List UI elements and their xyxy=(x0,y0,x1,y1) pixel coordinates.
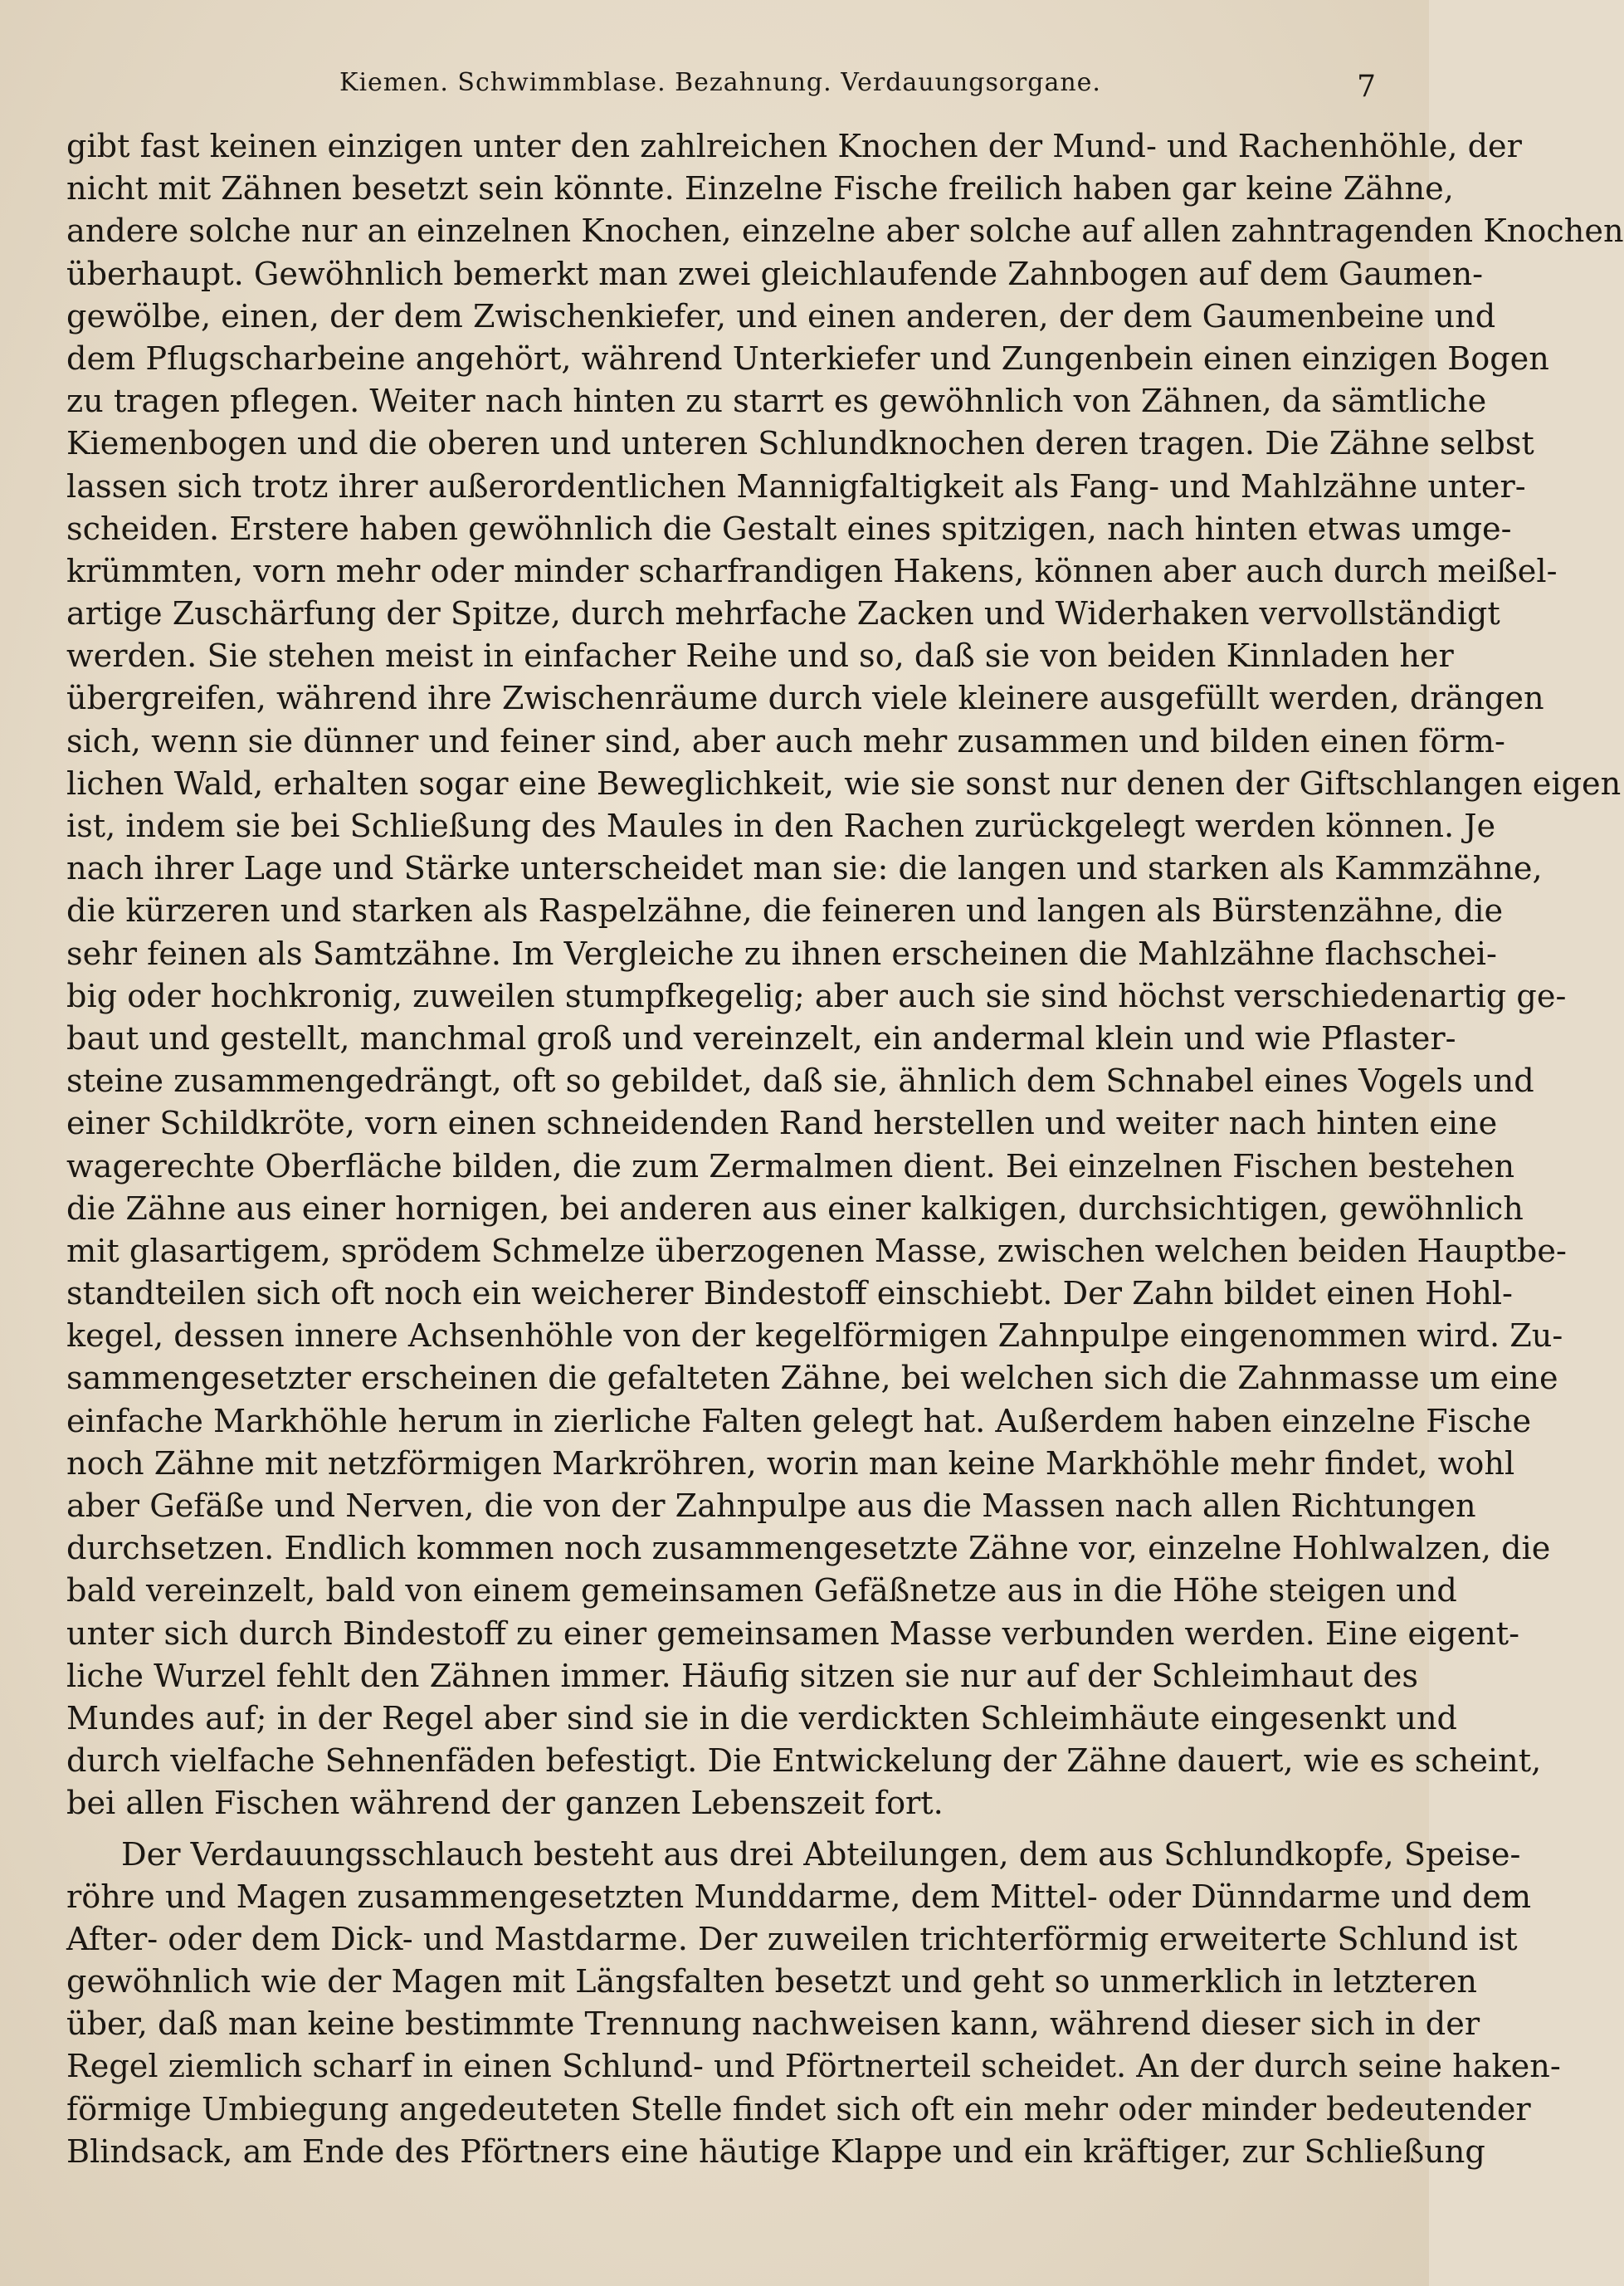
running-title: Kiemen. Schwimmblase. Bezahnung. Verdauungsorgane. xyxy=(339,68,1101,97)
text-line: unter sich durch Bindestoff zu einer gemeinsamen Masse verbunden werden. Eine eigent- xyxy=(66,1615,1520,1653)
text-line: gewölbe, einen, der dem Zwischenkiefer, und einen anderen, der dem Gaumenbeine und xyxy=(66,298,1496,335)
text-line: bald vereinzelt, bald von einem gemeinsamen Gefäßnetze aus in die Höhe steigen und xyxy=(66,1573,1457,1610)
text-line: Regel ziemlich scharf in einen Schlund- und Pförtnerteil scheidet. An der durch seine haken- xyxy=(66,2049,1561,2086)
text-line: über, daß man keine bestimmte Trennung nachweisen kann, während dieser sich in der xyxy=(66,2006,1480,2044)
text-line: baut und gestellt, manchmal groß und vereinzelt, ein andermal klein und wie Pflaster- xyxy=(66,1020,1456,1058)
text-line: dem Pflugscharbeine angehört, während Unterkiefer und Zungenbein einen einzigen Bogen xyxy=(66,340,1549,378)
text-line: zu tragen pflegen. Weiter nach hinten zu starrt es gewöhnlich von Zähnen, da sämtliche xyxy=(66,383,1487,421)
text-line: die kürzeren und starken als Raspelzähne, die feineren und langen als Bürstenzähne, die xyxy=(66,893,1504,931)
text-line: big oder hochkronig, zuweilen stumpfkegelig; aber auch sie sind höchst verschiedenartig ge- xyxy=(66,978,1567,1015)
text-line: After- oder dem Dick- und Mastdarme. Der zuweilen trichterförmig erweiterte Schlund ist xyxy=(66,1921,1518,1958)
text-line: sich, wenn sie dünner und feiner sind, aber auch mehr zusammen und bilden einen förm- xyxy=(66,723,1505,760)
body-text xyxy=(66,126,1624,2174)
text-line: liche Wurzel fehlt den Zähnen immer. Häufig sitzen sie nur auf der Schleimhaut des xyxy=(66,1658,1418,1695)
text-line: einer Schildkröte, vorn einen schneidenden Rand herstellen und weiter nach hinten eine xyxy=(66,1106,1498,1143)
text-line: durch vielfache Sehnenfäden befestigt. Die Entwickelung der Zähne dauert, wie es scheint, xyxy=(66,1743,1542,1780)
text-line: Blindsack, am Ende des Pförtners eine häutige Klappe und ein kräftiger, zur Schließung xyxy=(66,2133,1485,2171)
text-line: standteilen sich oft noch ein weicherer Bindestoff einschiebt. Der Zahn bildet einen Hohl- xyxy=(66,1276,1513,1313)
text-line: förmige Umbiegung angedeuteten Stelle findet sich oft ein mehr oder minder bedeutender xyxy=(66,2091,1531,2128)
text-line: die Zähne aus einer hornigen, bei anderen aus einer kalkigen, durchsichtigen, gewöhnlich xyxy=(66,1190,1524,1228)
text-line: krümmten, vorn mehr oder minder scharfrandigen Hakens, können aber auch durch meißel- xyxy=(66,553,1558,590)
text-line: röhre und Magen zusammengesetzten Munddarme, dem Mittel- oder Dünndarme und dem xyxy=(66,1878,1532,1916)
text-line: durchsetzen. Endlich kommen noch zusammengesetzte Zähne vor, einzelne Hohlwalzen, die xyxy=(66,1531,1551,1568)
text-line: scheiden. Erstere haben gewöhnlich die Gestalt eines spitzigen, nach hinten etwas umge- xyxy=(66,510,1512,548)
paragraph-gap xyxy=(66,1826,1376,1834)
text-line: wagerechte Oberfläche bilden, die zum Zermalmen dient. Bei einzelnen Fischen bestehen xyxy=(66,1148,1515,1185)
page-number: 7 xyxy=(1357,70,1376,104)
text-line: sehr feinen als Samtzähne. Im Vergleiche zu ihnen erscheinen die Mahlzähne flachschei- xyxy=(66,935,1497,973)
running-head xyxy=(65,68,1376,110)
text-line: artige Zuschärfung der Spitze, durch mehrfache Zacken und Widerhaken vervollständigt xyxy=(66,596,1500,633)
text-line: lassen sich trotz ihrer außerordentlichen Mannigfaltigkeit als Fang- und Mahlzähne unter- xyxy=(66,468,1526,506)
text-line: bei allen Fischen während der ganzen Lebenszeit fort. xyxy=(66,1785,944,1823)
text-line: Der Verdauungsschlauch besteht aus drei Abteilungen, dem aus Schlundkopfe, Speise- xyxy=(121,1836,1521,1873)
text-line: nicht mit Zähnen besetzt sein könnte. Einzelne Fische freilich haben gar keine Zähne, xyxy=(66,171,1454,208)
text-line: einfache Markhöhle herum in zierliche Falten gelegt hat. Außerdem haben einzelne Fische xyxy=(66,1403,1532,1440)
text-line: sammengesetzter erscheinen die gefalteten Zähne, bei welchen sich die Zahnmasse um eine xyxy=(66,1360,1558,1398)
text-line: überhaupt. Gewöhnlich bemerkt man zwei gleichlaufende Zahnbogen auf dem Gaumen- xyxy=(66,256,1484,293)
text-line: Mundes auf; in der Regel aber sind sie in die verdickten Schleimhäute eingesenkt und xyxy=(66,1700,1457,1737)
text-line: Kiemenbogen und die oberen und unteren Schlundknochen deren tragen. Die Zähne selbst xyxy=(66,426,1534,463)
text-line: gewöhnlich wie der Magen mit Längsfalten besetzt und geht so unmerklich in letzteren xyxy=(66,1964,1478,2001)
text-line: nach ihrer Lage und Stärke unterscheidet man sie: die langen und starken als Kammzähne, xyxy=(66,851,1543,888)
text-line: mit glasartigem, sprödem Schmelze überzogenen Masse, zwischen welchen beiden Hauptbe- xyxy=(66,1233,1567,1270)
text-line: aber Gefäße und Nerven, die von der Zahnpulpe aus die Massen nach allen Richtungen xyxy=(66,1488,1476,1525)
text-line: lichen Wald, erhalten sogar eine Beweglichkeit, wie sie sonst nur denen der Giftschlangen eigen xyxy=(66,765,1622,803)
paragraph xyxy=(66,126,1624,1826)
text-line: ist, indem sie bei Schließung des Maules in den Rachen zurückgelegt werden können. Je xyxy=(66,808,1496,845)
text-line: noch Zähne mit netzförmigen Markröhren, worin man keine Markhöhle mehr findet, wohl xyxy=(66,1445,1515,1482)
text-line: andere solche nur an einzelnen Knochen, einzelne aber solche auf allen zahntragenden Knochen xyxy=(66,213,1624,251)
text-line: übergreifen, während ihre Zwischenräume durch viele kleinere ausgefüllt werden, drängen xyxy=(66,681,1544,718)
text-line: kegel, dessen innere Achsenhöhle von der kegelförmigen Zahnpulpe eingenommen wird. Zu- xyxy=(66,1318,1563,1355)
text-line: gibt fast keinen einzigen unter den zahlreichen Knochen der Mund- und Rachenhöhle, der xyxy=(66,129,1522,165)
text-line: steine zusammengedrängt, oft so gebildet, daß sie, ähnlich dem Schnabel eines Vogels und xyxy=(66,1063,1534,1101)
text-line: werden. Sie stehen meist in einfacher Reihe und so, daß sie von beiden Kinnladen her xyxy=(66,638,1454,676)
paragraph xyxy=(66,1834,1561,2175)
